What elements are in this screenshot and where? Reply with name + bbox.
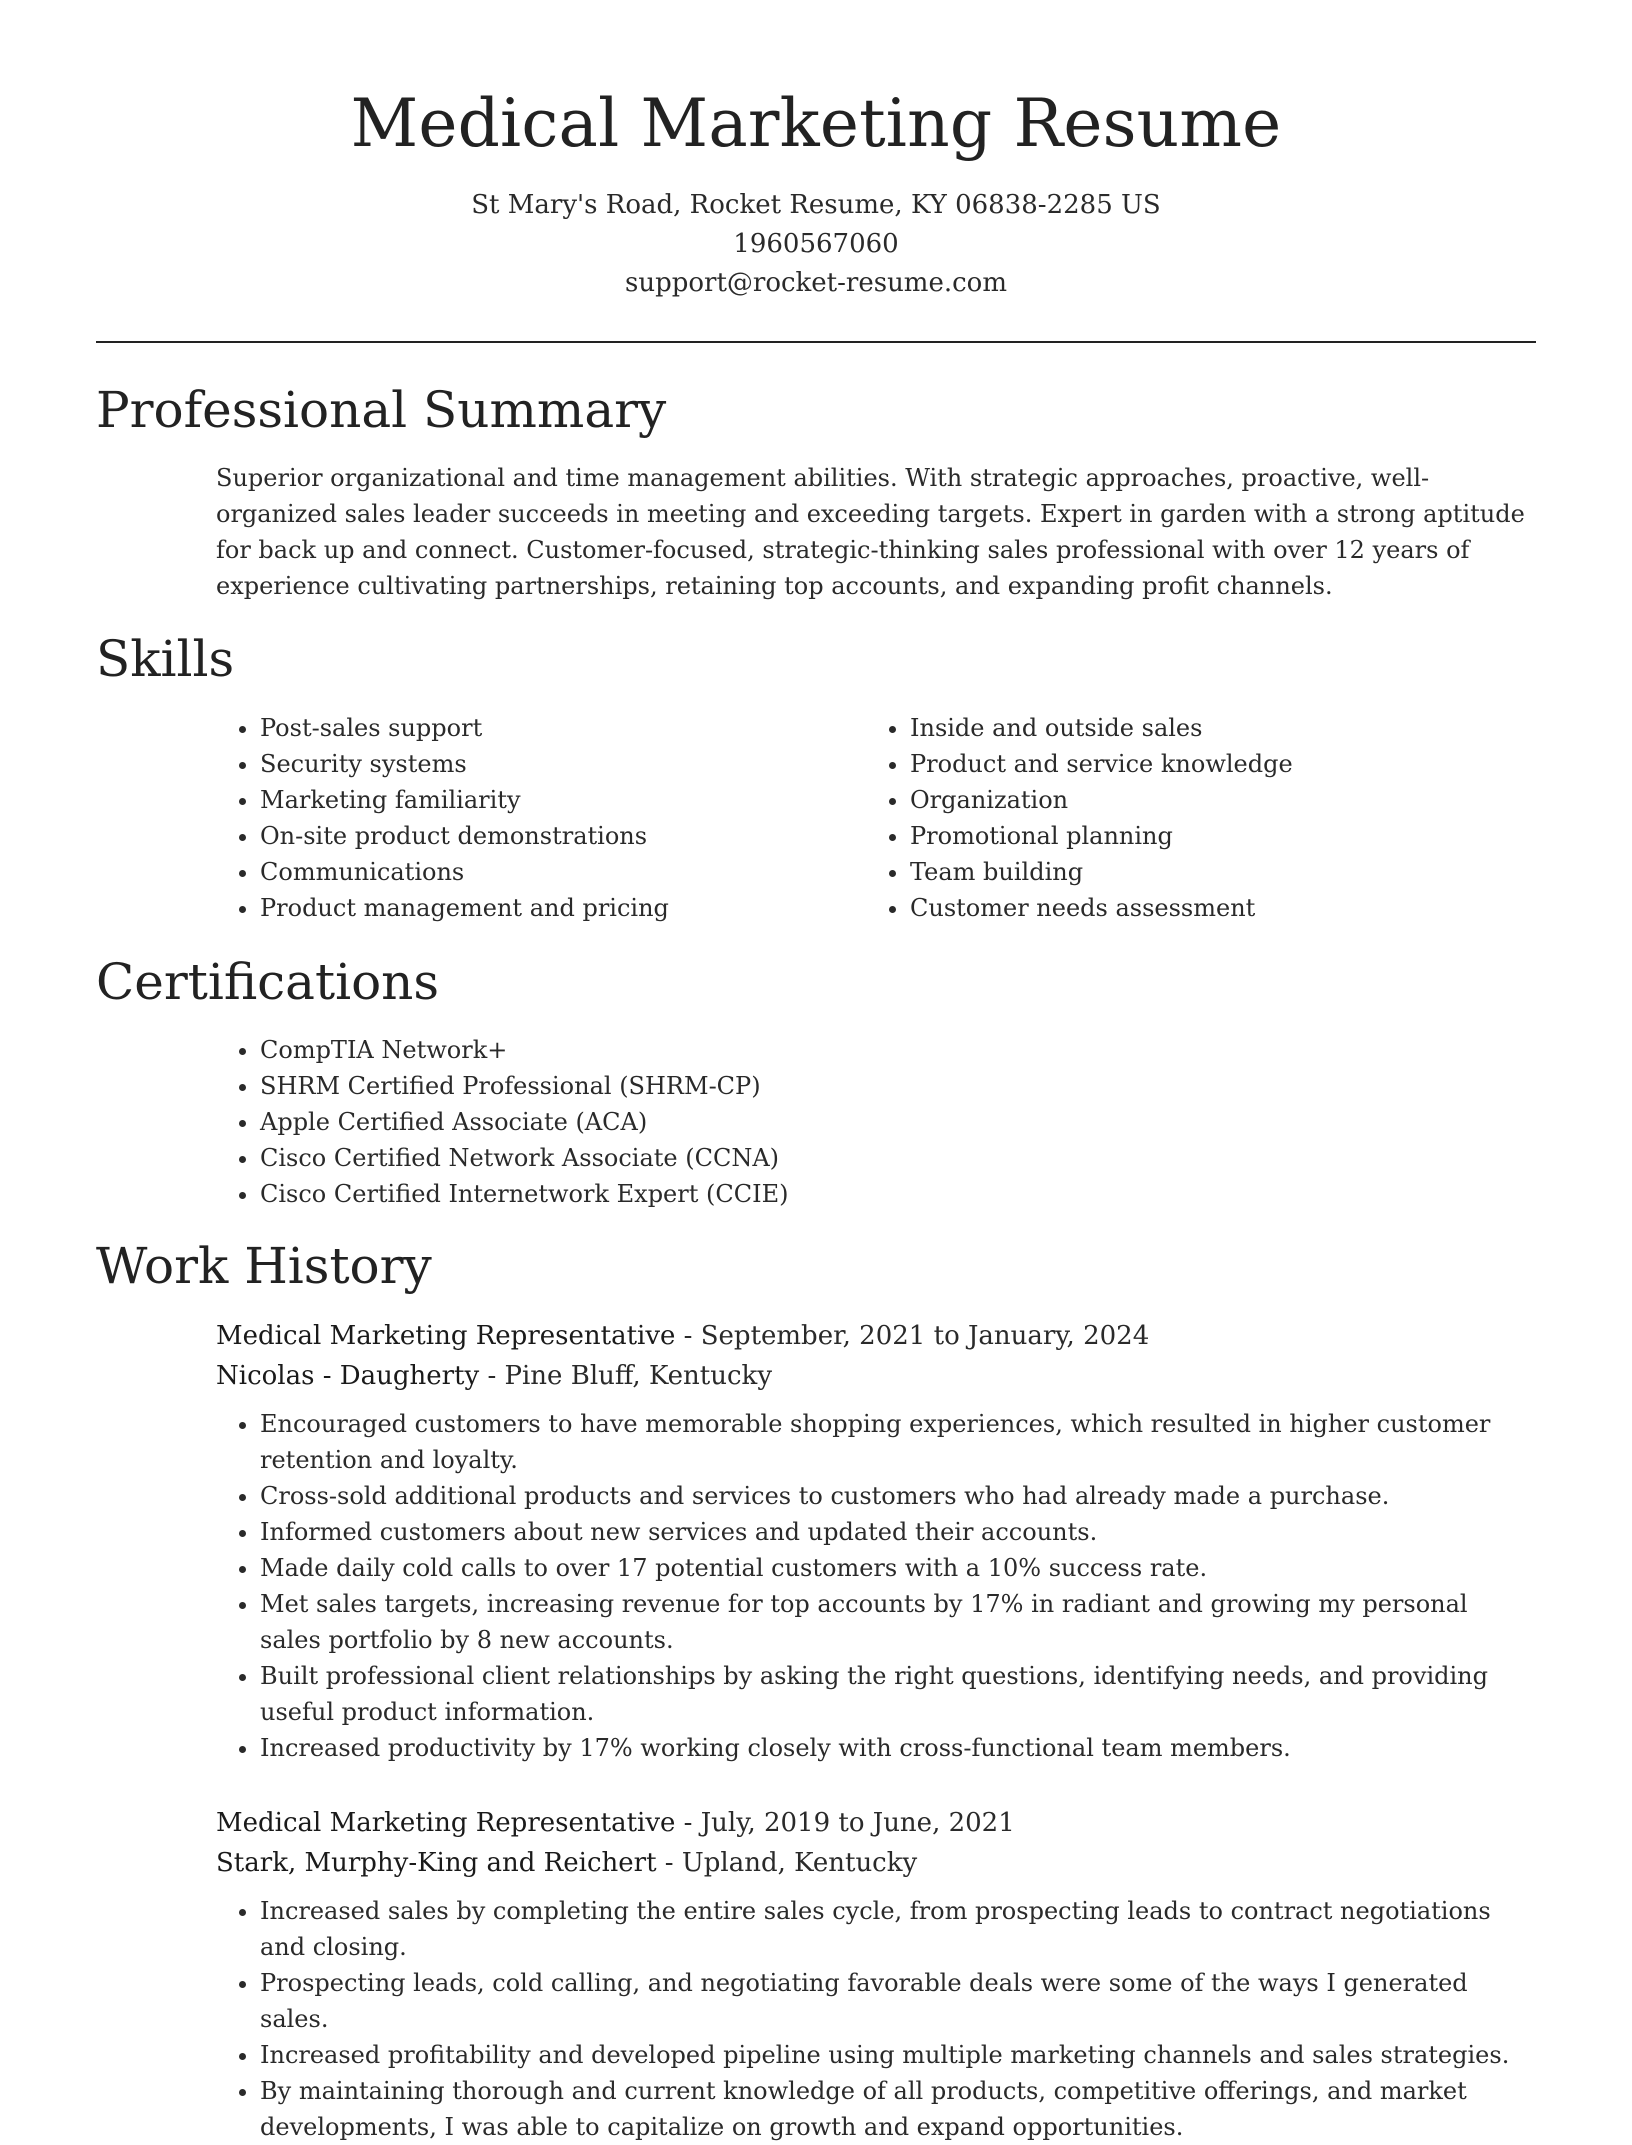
job-duty-item: • Increased productivity by 17% working closely with cross-functional team members.	[260, 1730, 1536, 1766]
skill-item: • Marketing familiarity	[260, 782, 836, 818]
job-duty-item: • Built professional client relationships by asking the right questions, identifying needs, and providing useful product information.	[260, 1658, 1536, 1730]
job-title-line	[216, 1803, 1536, 1843]
job-duty-item: • Prospecting leads, cold calling, and negotiating favorable deals were some of the ways I generated sales.	[260, 1965, 1536, 2037]
job-entry	[216, 1316, 1536, 1766]
job-duties-list	[216, 1893, 1536, 2145]
certification-item: • Apple Certified Associate (ACA)	[260, 1104, 1216, 1140]
job-location: - Upland, Kentucky	[656, 1848, 918, 1878]
skill-item: • Organization	[910, 782, 1486, 818]
certification-item: • CompTIA Network+	[260, 1032, 1216, 1068]
summary-text: Superior organizational and time management abilities. With strategic approaches, proactive, well-organized sales leader succeeds in meeting and exceeding targets. Expert in garden with a strong aptitude for back up and connect. Customer-focused, strategic-thinking sales professional with over 12 years of experience cultivating partnerships, retaining top accounts, and expanding profit channels.	[216, 464, 1525, 600]
skill-item: • Promotional planning	[910, 818, 1486, 854]
skill-item: • Team building	[910, 854, 1486, 890]
job-duty-item: • Met sales targets, increasing revenue for top accounts by 17% in radiant and growing my personal sales portfolio by 8 new accounts.	[260, 1586, 1536, 1658]
job-company-line	[216, 1356, 1536, 1396]
certification-item: • SHRM Certified Professional (SHRM-CP)	[260, 1068, 1216, 1104]
certification-item: • Cisco Certified Network Associate (CCNA)	[260, 1140, 1216, 1176]
job-dates: - July, 2019 to June, 2021	[675, 1808, 1015, 1838]
job-duty-item: • Cross-sold additional products and services to customers who had already made a purchase.	[260, 1478, 1536, 1514]
skill-item: • Security systems	[260, 746, 836, 782]
contact-phone: 1960567060	[733, 229, 899, 259]
skill-item: • On-site product demonstrations	[260, 818, 836, 854]
contact-address: St Mary's Road, Rocket Resume, KY 06838-2285 US	[471, 190, 1161, 220]
resume-title: Medical Marketing Resume	[350, 85, 1282, 162]
skills-heading: Skills	[96, 630, 235, 688]
skills-column-left	[216, 710, 836, 926]
skills-column-right	[866, 710, 1486, 926]
header-divider	[96, 341, 1536, 343]
job-company: Nicolas - Daugherty	[216, 1361, 480, 1391]
job-duty-item: • Encouraged customers to have memorable shopping experiences, which resulted in higher customer retention and loyalty.	[260, 1406, 1536, 1478]
work-history-heading: Work History	[96, 1237, 432, 1295]
job-duty-item: • By maintaining thorough and current knowledge of all products, competitive offerings, and market developments, I was able to capitalize on growth and expand opportunities.	[260, 2073, 1536, 2145]
job-entry	[216, 1803, 1536, 2145]
summary-heading: Professional Summary	[96, 381, 667, 439]
skill-item: • Inside and outside sales	[910, 710, 1486, 746]
job-location: - Pine Bluff, Kentucky	[479, 1361, 773, 1391]
contact-email: support@rocket-resume.com	[624, 268, 1007, 298]
certifications-block	[216, 1032, 1216, 1212]
job-duty-item: • Increased sales by completing the entire sales cycle, from prospecting leads to contract negotiations and closing.	[260, 1893, 1536, 1965]
skill-item: • Product management and pricing	[260, 890, 836, 926]
resume-header	[0, 0, 1632, 303]
job-dates: - September, 2021 to January, 2024	[675, 1321, 1150, 1351]
job-duty-item: • Informed customers about new services and updated their accounts.	[260, 1514, 1536, 1550]
job-duty-item: • Increased profitability and developed pipeline using multiple marketing channels and sales strategies.	[260, 2037, 1536, 2073]
job-title-line	[216, 1316, 1536, 1356]
job-duty-item: • Made daily cold calls to over 17 potential customers with a 10% success rate.	[260, 1550, 1536, 1586]
certifications-list	[216, 1032, 1216, 1212]
job-duties-list	[216, 1406, 1536, 1766]
skills-list-left	[216, 710, 836, 926]
job-company: Stark, Murphy-King and Reichert	[216, 1848, 657, 1878]
certification-item: • Cisco Certified Internetwork Expert (CCIE)	[260, 1176, 1216, 1212]
job-role: Medical Marketing Representative	[216, 1808, 676, 1838]
skill-item: • Product and service knowledge	[910, 746, 1486, 782]
skill-item: • Customer needs assessment	[910, 890, 1486, 926]
skill-item: • Post-sales support	[260, 710, 836, 746]
job-role: Medical Marketing Representative	[216, 1321, 676, 1351]
skills-list-right	[866, 710, 1486, 926]
certifications-heading: Certifications	[96, 953, 440, 1011]
skill-item: • Communications	[260, 854, 836, 890]
job-company-line	[216, 1843, 1536, 1883]
